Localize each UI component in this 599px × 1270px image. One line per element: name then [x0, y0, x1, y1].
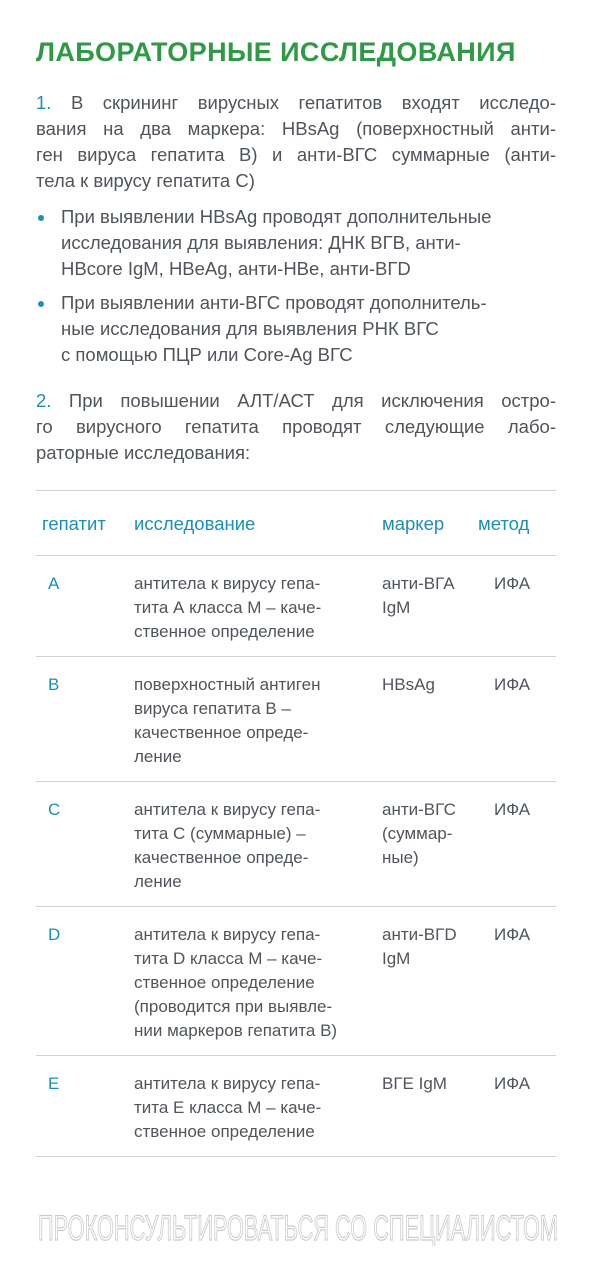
header-method: метод: [478, 513, 530, 534]
cell-marker-line: анти-ВГА: [382, 574, 455, 593]
cell-study-line: нии маркеров гепатита В): [134, 1021, 338, 1040]
bullet-2-line-2: ные исследования для выявления РНК ВГС: [61, 318, 439, 339]
cell-marker: [382, 572, 455, 620]
cell-study-line: ственное определение: [134, 1122, 315, 1141]
table-header-row: [36, 491, 556, 555]
cell-study-line: тита С (суммарные) –: [134, 824, 306, 843]
consult-specialist-label: ПРОКОНСУЛЬТИРОВАТЬСЯ СО СПЕЦИАЛИСТОМ: [38, 1209, 558, 1246]
cell-hepatitis: D: [48, 925, 61, 944]
table-row: [36, 1055, 556, 1156]
cell-marker-line: IgM: [382, 598, 411, 617]
cell-study-line: антитела к вирусу гепа-: [134, 1074, 321, 1093]
header-hepatitis: гепатит: [42, 513, 106, 534]
table-row: [36, 781, 556, 906]
cell-method: ИФА: [494, 1074, 531, 1093]
cell-marker: [382, 1072, 447, 1096]
bullet-2-line-3: с помощью ПЦР или Core-Ag ВГС: [61, 344, 353, 365]
header-study: исследование: [134, 513, 256, 534]
bullet-dot-icon: [38, 301, 44, 307]
section-1-line-2: вания на два маркера: HBsAg (поверхностный анти-: [36, 118, 556, 139]
cell-study-line: качественное опреде-: [134, 723, 309, 742]
cell-hepatitis: B: [48, 675, 60, 694]
section-1-line-1-text: В скрининг вирусных гепатитов входят исследо-: [70, 92, 557, 113]
cell-marker-line: анти-ВГС: [382, 800, 456, 819]
cell-study-line: ственное определение: [134, 973, 315, 992]
consult-specialist-link[interactable]: [36, 1206, 560, 1246]
bullet-item: [36, 204, 556, 282]
section-2-line-2: го вирусного гепатита проводят следующие лабо-: [36, 416, 556, 437]
cell-marker: [382, 923, 457, 971]
cell-study-line: ление: [134, 872, 182, 891]
section-1-bullet-list: [36, 204, 556, 376]
bullet-1-line-3: HBcore IgM, HBeAg, анти-НВе, анти-ВГD: [61, 258, 411, 279]
cell-study-line: тита А класса М – каче-: [134, 598, 322, 617]
table-body: [36, 555, 556, 1157]
cell-study-line: поверхностный антиген: [134, 675, 321, 694]
section-2-line-1: [36, 388, 556, 414]
lab-tests-table: [36, 490, 556, 1157]
section-1-line-4: тела к вирусу гепатита С): [36, 170, 255, 191]
cell-marker-line: (суммар-: [382, 824, 453, 843]
section-1-line-3: ген вируса гепатита В) и анти-ВГС суммарные (анти-: [36, 144, 556, 165]
page-title: ЛАБОРАТОРНЫЕ ИССЛЕДОВАНИЯ: [36, 37, 516, 67]
cell-study-line: вируса гепатита В –: [134, 699, 291, 718]
section-2-intro: [36, 388, 556, 466]
cell-study: [134, 572, 321, 644]
cell-hepatitis: A: [48, 574, 60, 593]
cell-study-line: антитела к вирусу гепа-: [134, 925, 321, 944]
cell-study-line: (проводится при выявле-: [134, 997, 333, 1016]
cell-method: ИФА: [494, 574, 531, 593]
bullet-item: [36, 290, 556, 368]
bullet-1-line-1: При выявлении HBsAg проводят дополнительные: [61, 206, 492, 227]
section-2-number: 2.: [36, 390, 52, 411]
table-bottom-rule: [36, 1156, 556, 1157]
bullet-1-line-2: исследования для выявления: ДНК ВГВ, анти-: [61, 232, 461, 253]
cell-study-line: тита D класса М – каче-: [134, 949, 323, 968]
table-row: [36, 906, 556, 1055]
cell-study-line: ственное определение: [134, 622, 315, 641]
cell-study-line: тита Е класса М – каче-: [134, 1098, 322, 1117]
cell-marker-line: HBsAg: [382, 675, 435, 694]
section-1-number: 1.: [36, 92, 52, 113]
cell-study-line: антитела к вирусу гепа-: [134, 574, 321, 593]
cell-study-line: качественное опреде-: [134, 848, 309, 867]
cell-marker: [382, 673, 435, 697]
cell-study: [134, 673, 320, 769]
cell-study: [134, 923, 337, 1043]
cell-study: [134, 798, 320, 894]
cell-method: ИФА: [494, 675, 531, 694]
cell-marker-line: ВГЕ IgM: [382, 1074, 447, 1093]
cell-marker-line: IgM: [382, 949, 411, 968]
bullet-2-line-1: При выявлении анти-ВГС проводят дополнитель-: [61, 292, 487, 313]
cell-hepatitis: E: [48, 1074, 60, 1093]
cell-method: ИФА: [494, 800, 531, 819]
table-row: [36, 555, 556, 656]
cell-study-line: ление: [134, 747, 182, 766]
cell-study: [134, 1072, 321, 1144]
cell-study-line: антитела к вирусу гепа-: [134, 800, 321, 819]
table-row: [36, 656, 556, 781]
section-2-line-1-text: При повышении АЛТ/АСТ для исключения остро-: [68, 390, 557, 411]
cell-marker-line: анти-ВГD: [382, 925, 457, 944]
cell-marker-line: ные): [382, 848, 419, 867]
section-1-line-1: [36, 90, 556, 116]
bullet-dot-icon: [38, 215, 44, 221]
cell-marker: [382, 798, 456, 870]
section-2-line-3: раторные исследования:: [36, 442, 251, 463]
header-marker: маркер: [382, 513, 445, 534]
section-1-intro: [36, 90, 556, 194]
cell-hepatitis: C: [48, 800, 61, 819]
cell-method: ИФА: [494, 925, 531, 944]
consult-specialist-graphic: [36, 1206, 560, 1246]
